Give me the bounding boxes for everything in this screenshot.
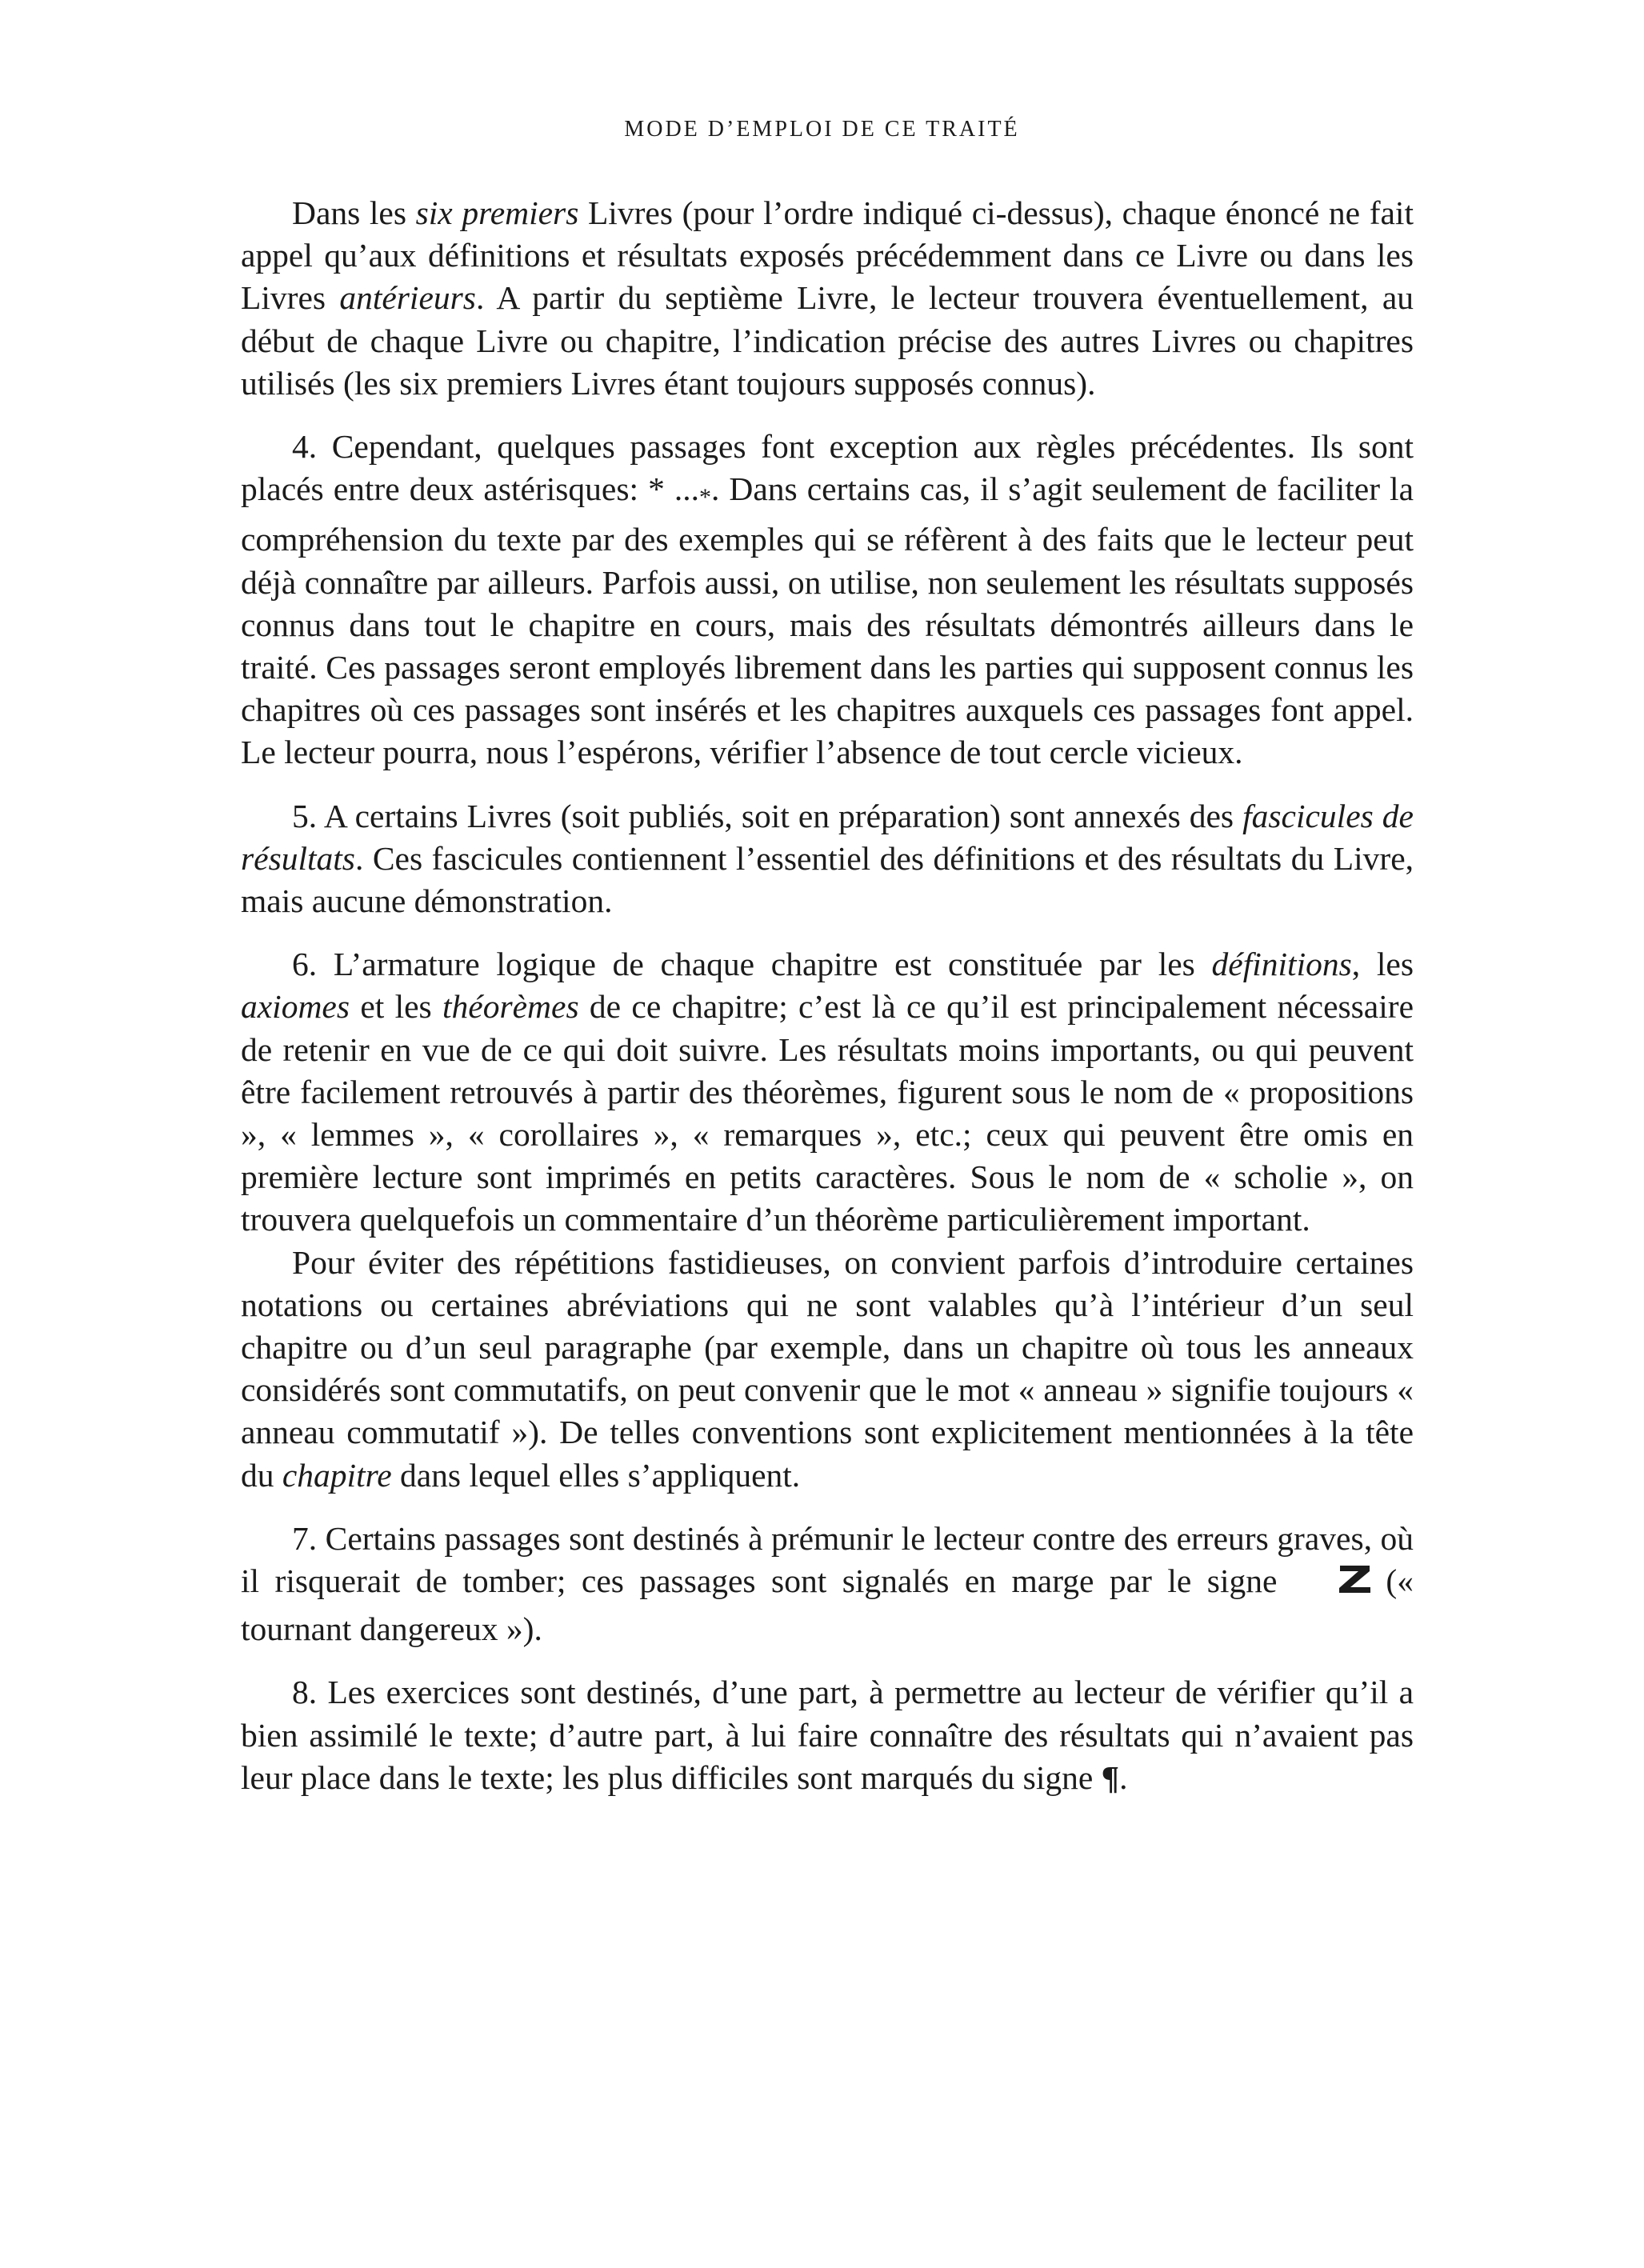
emphasis-six-premiers: six premiers <box>415 194 579 231</box>
asterisk-close: * <box>698 484 711 511</box>
asterisk-open: * <box>648 470 665 508</box>
dangerous-bend-icon <box>1285 1561 1374 1608</box>
emphasis-axiomes: axiomes <box>241 988 350 1026</box>
paragraph-6: 6. L’armature logique de chaque chapitre est constituée par les définitions, les axiomes et les théorèmes de ce chapitre; c’est là ce qu’il est principalement nécessaire de retenir en vue de ce qui doit suivre. Les résultats moins importants, ou qui peuvent être facilement retrouvés à partir des théorèmes, figurent sous le nom de « propositions », « lemmes », « corollaires », « remarques », etc.; ceux qui peuvent être omis en première lecture sont imprimés en petits caractères. Sous le nom de « scholie », on trouvera quelquefois un commentaire d’un théorème particulièrement important. <box>241 946 1414 1238</box>
emphasis-definitions: définitions <box>1211 946 1352 983</box>
ellipsis: ... <box>674 470 699 508</box>
emphasis-theoremes: théorèmes <box>442 988 579 1026</box>
paragraph-8: 8. Les exercices sont destinés, d’une part, à permettre au lecteur de vérifier qu’il a bien assimilé le texte; d’autre part, à lui faire connaître des résultats qui n’avaient pas leur place dans le texte; les plus difficiles sont marqués du signe ¶. <box>241 1674 1414 1796</box>
paragraph-7: 7. Certains passages sont destinés à prémunir le lecteur contre des erreurs graves, où il risquerait de tomber; ces passages sont signalés en marge par le signe (« tournant dangereux »). <box>241 1519 1414 1648</box>
running-head: MODE D’EMPLOI DE CE TRAITÉ <box>624 117 1020 142</box>
emphasis-chapitre: chapitre <box>282 1456 392 1494</box>
paragraph-4: 4. Cependant, quelques passages font exception aux règles précédentes. Ils sont placés entre deux astérisques: * ...*. Dans certains cas, il s’agit seulement de faciliter la compréhension du texte par des exemples qui se réfèrent à des faits que le lecteur peut déjà connaître par ailleurs. Parfois aussi, on utilise, non seulement les résultats supposés connus dans tout le chapitre en cours, mais des résultats démontrés ailleurs dans le traité. Ces passages seront employés librement dans les parties qui supposent connus les chapitres où ces passages sont insérés et les chapitres auxquels ces passages font appel. Le lecteur pourra, nous l’espérons, vérifier l’absence de tout cercle vicieux. <box>241 428 1414 771</box>
pilcrow-sign: ¶ <box>1101 1758 1120 1796</box>
emphasis-fascicules: fascicules de résultats <box>241 797 1414 877</box>
paragraph-5: 5. A certains Livres (soit publiés, soit en préparation) sont annexés des fascicules de résultats. Ces fascicules contiennent l’essentiel des définitions et des résultats du Livre, mais aucune démonstration. <box>241 797 1414 920</box>
paragraph-intro: Dans les six premiers Livres (pour l’ordre indiqué ci-dessus), chaque énoncé ne fait appel qu’aux définitions et résultats exposés précédemment dans ce Livre ou dans les Livres antérieurs. A partir du septième Livre, le lecteur trouvera éventuellement, au début de chaque Livre ou chapitre, l’indication précise des autres Livres ou chapitres utilisés (les six premiers Livres étant toujours supposés connus). <box>241 194 1414 402</box>
emphasis-anterieurs: antérieurs <box>339 279 476 317</box>
page-body <box>241 192 1414 1799</box>
paragraph-6-continued: Pour éviter des répétitions fastidieuses, on convient parfois d’introduire certaines notations ou certaines abréviations qui ne sont valables qu’à l’intérieur d’un seul chapitre ou d’un seul paragraphe (par exemple, dans un chapitre où tous les anneaux considérés sont commutatifs, on peut convenir que le mot « anneau » signifie toujours « anneau commutatif »). De telles conventions sont explicitement mentionnées à la tête du chapitre dans lequel elles s’appliquent. <box>241 1243 1414 1494</box>
